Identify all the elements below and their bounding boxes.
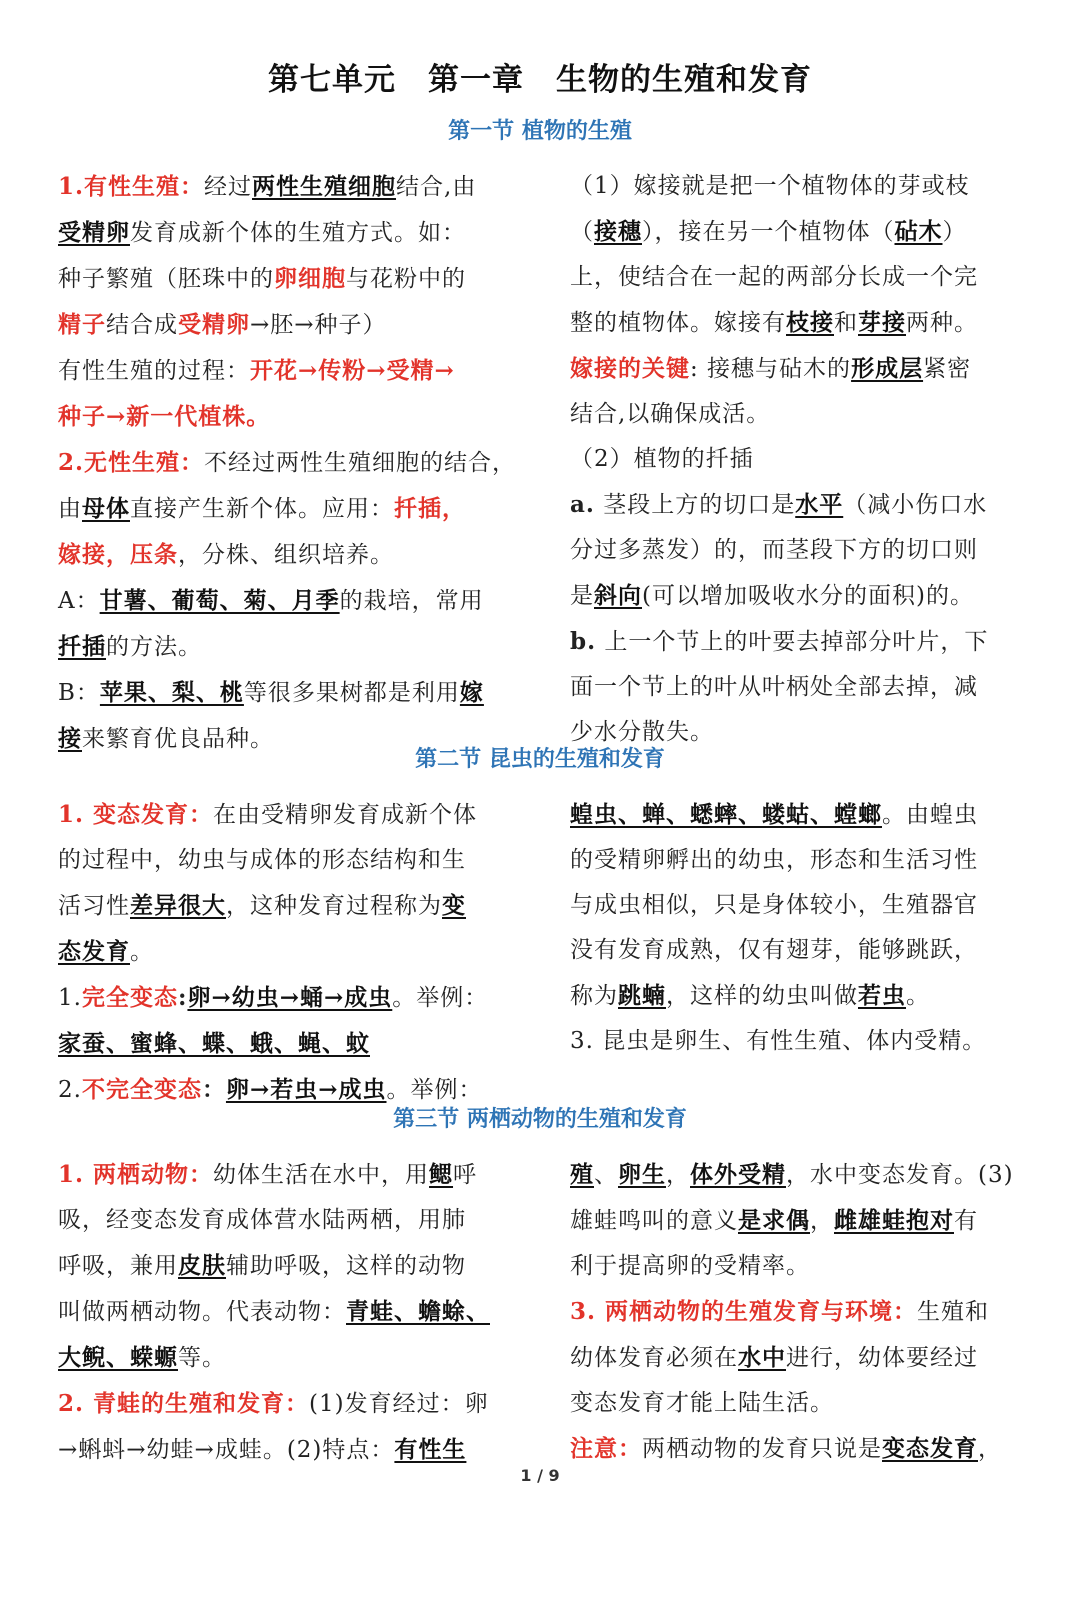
text-run: 变态发育才能上陆生活。	[570, 1390, 834, 1416]
text-run: b.	[570, 628, 597, 655]
text-line	[570, 1289, 1030, 1335]
key-term: 苹果、梨、桃	[99, 679, 244, 706]
section-2-left-column	[58, 792, 540, 1113]
text-line	[58, 164, 540, 210]
text-run: 吸，经变态发育成体营水陆两栖，用肺	[58, 1207, 466, 1233]
key-term: 皮肤	[178, 1252, 226, 1279]
text-run: 分过多蒸发）的，而茎段下方的切口则	[570, 537, 978, 563]
highlight-term: 完全变态	[81, 984, 178, 1011]
text-run: ，这样的幼虫叫做	[666, 983, 858, 1009]
text-line	[570, 164, 1030, 209]
text-run: 结合,由	[396, 174, 477, 200]
text-line	[58, 624, 540, 670]
text-run: 呼	[453, 1162, 478, 1188]
text-line	[58, 440, 540, 486]
text-run: 活习性	[58, 893, 130, 919]
text-run: 雄蛙鸣叫的意义	[570, 1208, 738, 1234]
text-run: 叫做两栖动物。代表动物：	[58, 1299, 346, 1325]
text-run: 。由蝗虫	[882, 802, 978, 828]
text-run: 结合成	[106, 312, 178, 338]
text-line	[570, 1335, 1030, 1381]
key-term: 砧木	[894, 218, 943, 245]
text-run: (1)发育经过：卵	[309, 1391, 489, 1417]
text-run: ，这种发育过程称为	[226, 893, 442, 919]
text-line	[570, 973, 1030, 1019]
text-run: ）	[942, 219, 967, 245]
key-term: 青蛙、蟾蜍、	[346, 1298, 490, 1325]
text-run: (可以增加吸收水分的面积)的。	[642, 583, 974, 609]
text-run: 2.	[58, 1077, 82, 1103]
text-run: 生殖和	[917, 1299, 990, 1325]
text-run: 1.	[58, 985, 82, 1011]
text-line	[570, 209, 1030, 255]
text-run: 幼体发育必须在	[570, 1345, 738, 1371]
key-term: 跳蝻	[618, 982, 666, 1009]
text-line	[570, 255, 1030, 300]
key-term: 水中	[738, 1344, 786, 1371]
text-run: 直接产生新个体。应用：	[130, 496, 394, 522]
text-line	[570, 883, 1030, 928]
text-run: :	[177, 984, 188, 1011]
text-line	[58, 975, 540, 1021]
text-run: a.	[570, 491, 595, 518]
highlight-term: 扦插，	[394, 495, 466, 522]
text-line	[58, 838, 540, 883]
text-run: 和	[834, 310, 858, 336]
text-run: 来繁育优良品种。	[82, 726, 274, 752]
key-term: 嫁	[459, 679, 484, 706]
key-term: 卵→若虫→成虫	[225, 1076, 387, 1103]
text-run: 少水分散失。	[570, 719, 714, 745]
text-run: A：	[58, 588, 100, 614]
key-term: 若虫	[858, 982, 906, 1009]
text-line	[58, 1198, 540, 1243]
key-term: 两性生殖细胞	[252, 173, 397, 200]
key-term: 家蚕、蜜蜂、蝶、蛾、蝇、蚊	[58, 1030, 370, 1057]
key-term: 形成层	[851, 355, 924, 382]
key-term: 鳃	[429, 1161, 454, 1188]
text-run: 幼体生活在水中，用	[213, 1162, 430, 1188]
section-heading-amphibian-reproduction: 第三节 两栖动物的生殖和发育	[393, 1107, 687, 1132]
highlight-term: 1. 变态发育：	[58, 801, 214, 828]
text-line	[570, 437, 1030, 482]
text-line	[570, 665, 1030, 710]
text-run: 。	[130, 939, 154, 965]
text-run: 紧密	[923, 356, 972, 382]
text-run: ），接在另一个植物体（	[642, 219, 895, 245]
text-run: 利于提高卵的受精率。	[570, 1253, 810, 1279]
text-run: 的受精卵孵出的幼虫，形态和生活习性	[570, 847, 978, 873]
text-line	[58, 929, 540, 975]
key-term: 甘薯、葡萄、菊、月季	[99, 587, 340, 614]
text-run: 等很多果树都是利用	[243, 680, 460, 706]
text-run: 。	[906, 983, 930, 1009]
highlight-term: 不完全变态	[81, 1076, 202, 1103]
text-line	[570, 928, 1030, 973]
text-line	[570, 482, 1030, 528]
text-run: 与花粉中的	[346, 266, 466, 292]
page-number: 1 / 9	[520, 1466, 560, 1485]
key-term: 雌雄蛙抱对	[834, 1207, 954, 1234]
text-run: 与成虫相似，只是身体较小，生殖器官	[570, 892, 978, 918]
key-term: 接穗	[594, 218, 642, 245]
text-run: （1）嫁接就是把一个植物体的芽或枝	[570, 173, 970, 199]
key-term: 是求偶	[738, 1207, 810, 1234]
highlight-term: 受精卵	[178, 311, 250, 338]
text-line	[58, 1021, 540, 1067]
text-run: 两种。	[906, 310, 978, 336]
text-line	[570, 573, 1030, 619]
text-line	[58, 394, 540, 440]
highlight-term: 卵细胞	[274, 265, 346, 292]
text-run: 。举例：	[392, 985, 489, 1011]
text-run: ，	[666, 1162, 690, 1188]
key-term: 卵生	[618, 1161, 666, 1188]
text-run: 上，使结合在一起的两部分长成一个完	[570, 264, 978, 290]
text-line	[570, 392, 1030, 437]
section-3-left-column	[58, 1152, 540, 1473]
highlight-term: 1.有性生殖：	[58, 173, 205, 200]
text-run: B：	[58, 680, 100, 706]
text-line	[58, 532, 540, 578]
text-run: ，水中变态发育。(3)	[786, 1162, 1014, 1188]
highlight-term: 嫁接的关键	[570, 355, 690, 382]
key-term: 母体	[82, 495, 130, 522]
text-line	[570, 1381, 1030, 1426]
key-term: 卵→幼虫→蛹→成虫	[187, 984, 393, 1011]
key-term: 受精卵	[58, 219, 130, 246]
text-run: ，分株、组织培养。	[178, 542, 394, 568]
key-term: 水平	[795, 491, 844, 518]
text-run: 的过程中，幼虫与成体的形态结构和生	[58, 847, 466, 873]
text-run: ，	[810, 1208, 834, 1234]
text-run: 结合,以确保成活。	[570, 401, 771, 427]
text-run: 3. 昆虫是卵生、有性生殖、体内受精。	[570, 1028, 987, 1054]
highlight-term: 3. 两栖动物的生殖发育与环境：	[570, 1298, 918, 1325]
highlight-term: 2.无性生殖：	[58, 449, 205, 476]
text-run: 是	[570, 583, 594, 609]
key-term: 有性生	[394, 1436, 467, 1463]
text-line	[58, 1152, 540, 1198]
text-line	[570, 792, 1030, 838]
text-line	[58, 256, 540, 302]
text-line	[570, 1244, 1030, 1289]
key-term: 斜向	[594, 582, 642, 609]
key-term: 变态发育	[882, 1435, 978, 1462]
text-run: →胚→种子）	[250, 312, 387, 338]
text-line	[570, 300, 1030, 346]
text-run: ：	[201, 1076, 226, 1103]
text-run: 呼吸，兼用	[58, 1253, 178, 1279]
text-run: 整的植物体。嫁接有	[570, 310, 786, 336]
text-run: 种子繁殖（胚珠中的	[58, 266, 274, 292]
text-run: 有性生殖的过程：	[58, 358, 250, 384]
text-run: 称为	[570, 983, 618, 1009]
highlight-term: 注意：	[570, 1435, 642, 1462]
text-line	[570, 1019, 1030, 1064]
text-run: 茎段上方的切口是	[594, 492, 796, 518]
section-heading-insect-reproduction: 第二节 昆虫的生殖和发育	[415, 747, 665, 772]
text-line	[570, 1198, 1030, 1244]
text-line	[570, 838, 1030, 883]
text-line	[570, 528, 1030, 573]
text-run: 发育成新个体的生殖方式。如：	[130, 220, 466, 246]
text-line	[58, 348, 540, 394]
text-run: ，	[978, 1436, 1002, 1462]
text-run: 不经过两性生殖细胞的结合，	[204, 450, 517, 476]
text-run: 。举例：	[386, 1077, 483, 1103]
text-run: 上一个节上的叶要去掉部分叶片，下	[596, 629, 989, 655]
highlight-term: 开花→传粉→受精→	[250, 357, 455, 384]
text-line	[58, 302, 540, 348]
text-run: （减小伤口水	[843, 492, 988, 518]
text-run: 进行，幼体要经过	[786, 1345, 978, 1371]
key-term: 殖	[570, 1161, 594, 1188]
text-line	[58, 883, 540, 929]
text-line	[58, 670, 540, 716]
key-term: 变	[442, 892, 466, 919]
section-3-right-column	[570, 1152, 1030, 1472]
key-term: 枝接	[786, 309, 834, 336]
text-line	[58, 1335, 540, 1381]
text-run: 面一个节上的叶从叶柄处全部去掉，减	[570, 674, 978, 700]
section-1-right-column	[570, 164, 1030, 755]
text-run: 有	[954, 1208, 978, 1234]
text-line	[570, 346, 1030, 392]
section-2-right-column	[570, 792, 1030, 1064]
text-run: 由	[58, 496, 82, 522]
text-run: （2）植物的扦插	[570, 446, 754, 472]
text-line	[58, 1381, 540, 1427]
key-term: 扦插	[58, 633, 106, 660]
text-run: 两栖动物的发育只说是	[642, 1436, 882, 1462]
key-term: 差异很大	[130, 892, 226, 919]
text-line	[58, 210, 540, 256]
key-term: 接	[58, 725, 82, 752]
text-run: : 接穗与砧木的	[690, 356, 852, 382]
text-run: 经过	[204, 174, 253, 200]
text-line	[58, 486, 540, 532]
key-term: 蝗虫、蝉、蟋蟀、蝼蛄、螳螂	[570, 801, 882, 828]
highlight-term: 1. 两栖动物：	[58, 1161, 214, 1188]
text-run: 的栽培，常用	[339, 588, 484, 614]
page-title: 第七单元 第一章 生物的生殖和发育	[268, 62, 812, 98]
section-1-left-column	[58, 164, 540, 762]
key-term: 态发育	[58, 938, 130, 965]
text-run: （	[570, 219, 594, 245]
text-run: 在由受精卵发育成新个体	[213, 802, 478, 828]
text-line	[58, 578, 540, 624]
text-run: 等。	[178, 1345, 226, 1371]
text-run: 辅助呼吸，这样的动物	[226, 1253, 466, 1279]
text-run: 没有发育成熟，仅有翅芽，能够跳跃，	[570, 937, 978, 963]
highlight-term: 精子	[58, 311, 106, 338]
text-line	[58, 792, 540, 838]
text-line	[570, 619, 1030, 665]
highlight-term: 嫁接，压条	[58, 541, 178, 568]
key-term: 体外受精	[690, 1161, 786, 1188]
section-heading-plant-reproduction: 第一节 植物的生殖	[448, 119, 632, 144]
text-run: →蝌蚪→幼蛙→成蛙。(2)特点：	[58, 1437, 395, 1463]
highlight-term: 种子→新一代植株。	[58, 403, 271, 430]
key-term: 芽接	[858, 309, 906, 336]
text-line	[570, 1152, 1030, 1198]
text-line	[58, 1243, 540, 1289]
text-run: 、	[594, 1162, 618, 1188]
text-run: 的方法。	[106, 634, 202, 660]
highlight-term: 2. 青蛙的生殖和发育：	[58, 1390, 310, 1417]
text-line	[58, 1289, 540, 1335]
key-term: 大鲵、蝾螈	[58, 1344, 178, 1371]
